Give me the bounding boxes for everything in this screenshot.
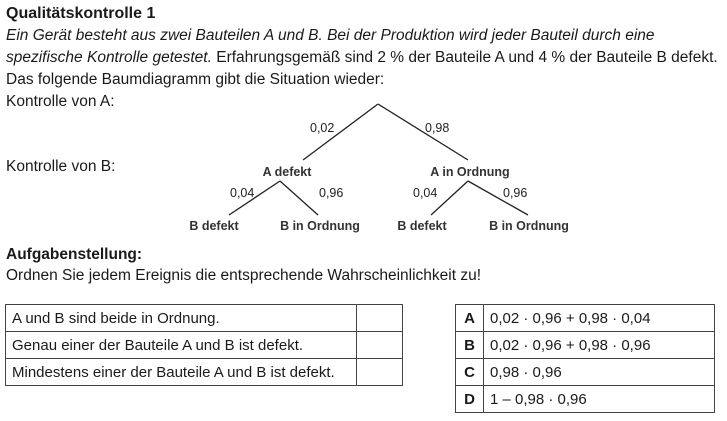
branch-left-b-ok bbox=[280, 181, 318, 215]
option-expression: 0,02 · 0,96 + 0,98 · 0,04 bbox=[484, 305, 715, 332]
prob-left-b-defect: 0,04 bbox=[230, 186, 255, 200]
option-row bbox=[456, 359, 715, 386]
leaf-b-defect-2: B defekt bbox=[397, 219, 447, 233]
option-letter: C bbox=[456, 359, 484, 386]
option-letter: D bbox=[456, 386, 484, 413]
leaf-b-defect-1: B defekt bbox=[189, 219, 239, 233]
task-heading: Aufgabenstellung: bbox=[6, 246, 143, 263]
event-text: Genau einer der Bauteile A und B ist defekt. bbox=[6, 332, 357, 359]
option-row bbox=[456, 332, 715, 359]
option-expression: 1 – 0,98 · 0,96 bbox=[484, 386, 715, 413]
option-row bbox=[456, 305, 715, 332]
leaf-b-ok-2: B in Ordnung bbox=[489, 219, 569, 233]
task-text: Ordnen Sie jedem Ereignis die entsprechende Wahrscheinlichkeit zu! bbox=[6, 267, 482, 284]
answer-box[interactable] bbox=[357, 359, 403, 386]
option-letter: A bbox=[456, 305, 484, 332]
option-letter: B bbox=[456, 332, 484, 359]
answer-box[interactable] bbox=[357, 305, 403, 332]
event-text: A und B sind beide in Ordnung. bbox=[6, 305, 357, 332]
prob-right-b-ok: 0,96 bbox=[503, 186, 528, 200]
label-kontrolle-b: Kontrolle von B: bbox=[6, 158, 116, 175]
intro-line-1-text: Ein Gerät besteht aus zwei Bauteilen A und B. Bei der Produktion wird jeder Bauteil durch eine bbox=[6, 27, 655, 44]
leaf-b-ok-1: B in Ordnung bbox=[280, 219, 360, 233]
event-text: Mindestens einer der Bauteile A und B ist defekt. bbox=[6, 359, 357, 386]
event-row bbox=[6, 359, 403, 386]
option-expression: 0,02 · 0,96 + 0,98 · 0,96 bbox=[484, 332, 715, 359]
prob-left-b-ok: 0,96 bbox=[319, 186, 344, 200]
intro-line-2-rest: Erfahrungsgemäß sind 2 % der Bauteile A und 4 % der Bauteile B defekt. bbox=[211, 49, 718, 66]
event-row bbox=[6, 305, 403, 332]
intro-line-2-italic: spezifische Kontrolle getestet. bbox=[6, 49, 212, 66]
answer-box[interactable] bbox=[357, 332, 403, 359]
page-title: Qualitätskontrolle 1 bbox=[6, 5, 156, 22]
prob-a-defect: 0,02 bbox=[310, 121, 335, 135]
prob-right-b-defect: 0,04 bbox=[413, 186, 438, 200]
intro-line-3: Das folgende Baumdiagramm gibt die Situation wieder: bbox=[6, 71, 385, 88]
option-row bbox=[456, 386, 715, 413]
node-a-ok: A in Ordnung bbox=[430, 165, 510, 179]
branch-a-ok bbox=[378, 104, 468, 160]
options-table bbox=[455, 304, 715, 413]
events-table bbox=[5, 304, 403, 386]
event-row bbox=[6, 332, 403, 359]
prob-a-ok: 0,98 bbox=[425, 121, 450, 135]
node-a-defect: A defekt bbox=[262, 165, 312, 179]
option-expression: 0,98 · 0,96 bbox=[484, 359, 715, 386]
label-kontrolle-a: Kontrolle von A: bbox=[6, 93, 115, 110]
